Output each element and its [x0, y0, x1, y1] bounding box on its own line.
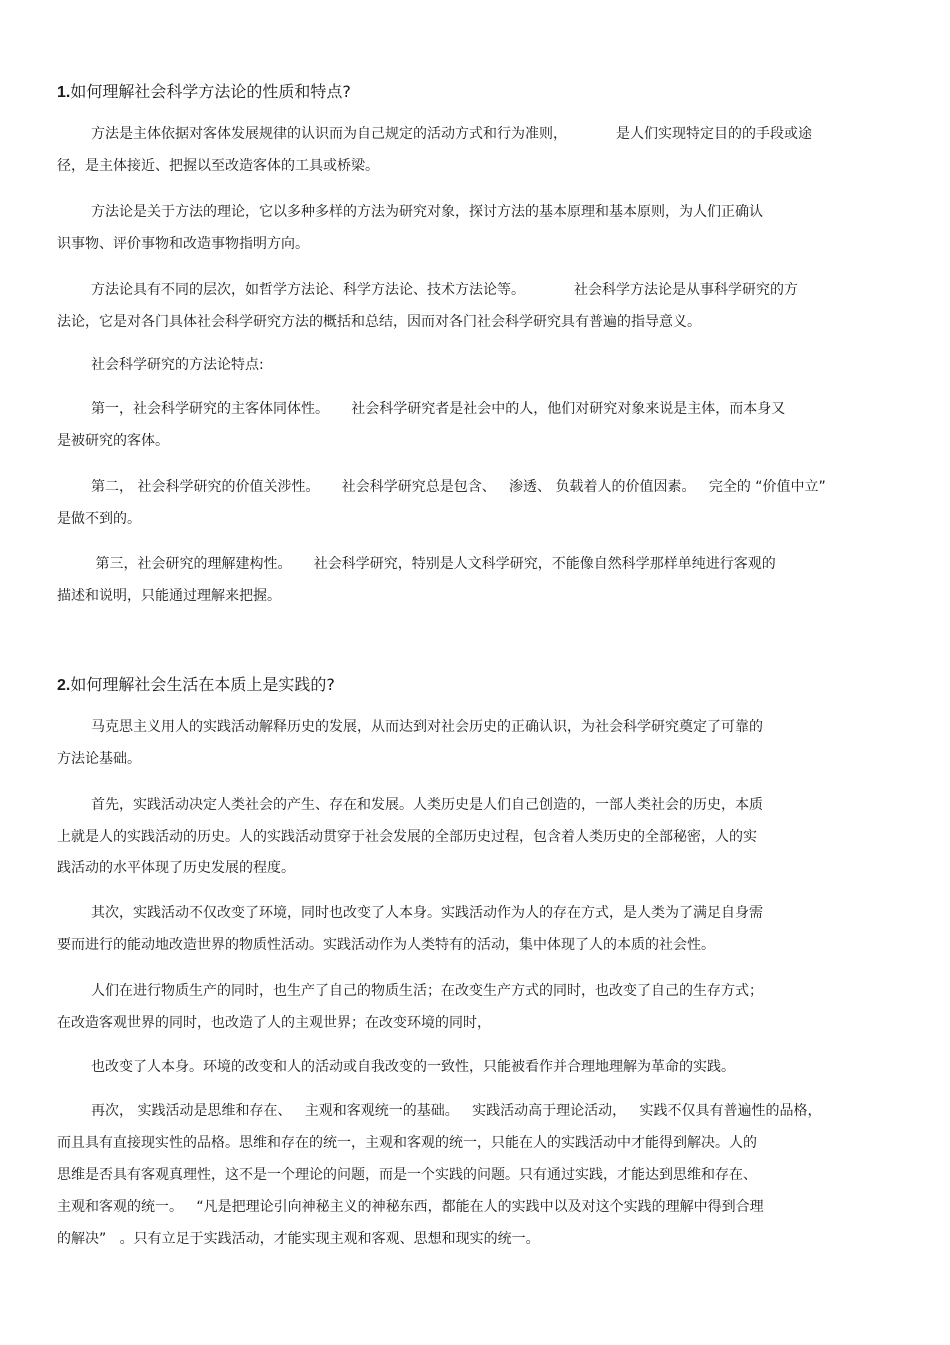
- paragraph-line: 首先，实践活动决定人类社会的产生、存在和发展。人类历史是人们自己创造的，一部人类社会的历史，本质: [91, 797, 763, 813]
- paragraph-line: 方法论是关于方法的理论，它以多种多样的方法为研究对象，探讨方法的基本原理和基本原则，为人们正确认: [91, 204, 763, 220]
- paragraph-line: 践活动的水平体现了历史发展的程度。: [57, 860, 295, 876]
- paragraph-line: 方法论基础。: [57, 751, 141, 767]
- section-2-title: 如何理解社会生活在本质上是实践的?: [70, 675, 335, 694]
- paragraph-line: 马克思主义用人的实践活动解释历史的发展，从而达到对社会历史的正确认识，为社会科学研究奠定了可靠的: [91, 719, 763, 735]
- section-1-heading: [57, 82, 351, 103]
- paragraph-line: 在改造客观世界的同时，也改造了人的主观世界；在改变环境的同时，: [57, 1015, 491, 1031]
- paragraph-line: 法论，它是对各门具体社会科学研究方法的概括和总结，因而对各门社会科学研究具有普遍的指导意义。: [57, 314, 701, 330]
- section-2-number: 2.: [57, 677, 71, 694]
- paragraph-line: 人们在进行物质生产的同时，也生产了自己的物质生活；在改变生产方式的同时，也改变了自己的生存方式；: [91, 983, 763, 999]
- paragraph-line: 方法论具有不同的层次，如哲学方法论、科学方法论、技术方法论等。 社会科学方法论是从事科学研究的方: [91, 282, 798, 298]
- paragraph-line: 也改变了人本身。环境的改变和人的活动或自我改变的一致性，只能被看作并合理地理解为革命的实践。: [91, 1059, 735, 1075]
- section-2-heading: [57, 675, 335, 696]
- paragraph-line: 是做不到的。: [57, 511, 141, 527]
- paragraph-line: 思维是否具有客观真理性，这不是一个理论的问题，而是一个实践的问题。只有通过实践，才能达到思维和存在、: [57, 1167, 757, 1183]
- paragraph-line: 径，是主体接近、把握以至改造客体的工具或桥梁。: [57, 158, 379, 174]
- paragraph-line: 方法是主体依据对客体发展规律的认识而为自己规定的活动方式和行为准则， 是人们实现特定目的的手段或途: [91, 126, 812, 142]
- paragraph-line: 第二， 社会科学研究的价值关涉性。 社会科学研究总是包含、 渗透、 负载着人的价值因素。 完全的 “价值中立”: [91, 479, 826, 495]
- paragraph-line: 是被研究的客体。: [57, 433, 169, 449]
- paragraph-line: 再次， 实践活动是思维和存在、 主观和客观统一的基础。 实践活动高于理论活动， 实践不仅具有普遍性的品格，: [91, 1103, 822, 1119]
- paragraph-line: 第三，社会研究的理解建构性。 社会科学研究，特别是人文科学研究，不能像自然科学那样单纯进行客观的: [91, 556, 776, 572]
- paragraph-line: 而且具有直接现实性的品格。思维和存在的统一，主观和客观的统一，只能在人的实践活动中才能得到解决。人的: [57, 1135, 757, 1151]
- paragraph-line: 上就是人的实践活动的历史。人的实践活动贯穿于社会发展的全部历史过程，包含着人类历史的全部秘密，人的实: [57, 829, 757, 845]
- paragraph-line: 的解决” 。只有立足于实践活动，才能实现主观和客观、思想和现实的统一。: [57, 1231, 540, 1247]
- section-1-number: 1.: [57, 84, 71, 101]
- paragraph-line: 其次，实践活动不仅改变了环境，同时也改变了人本身。实践活动作为人的存在方式，是人类为了满足自身需: [91, 905, 763, 921]
- paragraph-line: 第一，社会科学研究的主客体同体性。 社会科学研究者是社会中的人，他们对研究对象来说是主体，而本身又: [91, 401, 786, 417]
- paragraph-line: 社会科学研究的方法论特点:: [91, 357, 264, 373]
- paragraph-line: 识事物、评价事物和改造事物指明方向。: [57, 236, 309, 252]
- paragraph-line: 描述和说明，只能通过理解来把握。: [57, 588, 281, 604]
- paragraph-line: 主观和客观的统一。 “凡是把理论引向神秘主义的神秘东西，都能在人的实践中以及对这个实践的理解中得到合理: [57, 1199, 764, 1215]
- section-1-title: 如何理解社会科学方法论的性质和特点?: [70, 82, 351, 101]
- paragraph-line: 要而进行的能动地改造世界的物质性活动。实践活动作为人类特有的活动，集中体现了人的本质的社会性。: [57, 937, 715, 953]
